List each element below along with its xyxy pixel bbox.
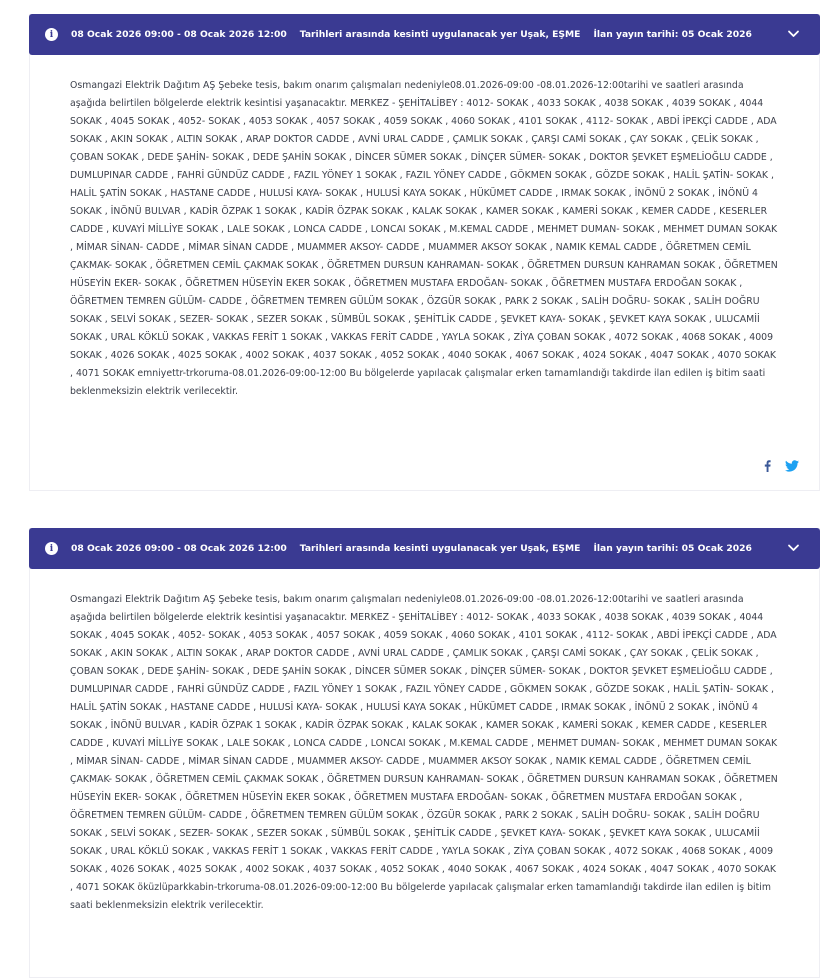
notice-header[interactable] — [29, 14, 820, 55]
notice-published-date: 05 Ocak 2026 — [681, 543, 752, 554]
notice-body: Osmangazi Elektrik Dağıtım AŞ Şebeke tesis, bakım onarım çalışmaları nedeniyle08.01.2026-09:00 -08.01.2026-12:00tarihi ve saatleri arasında aşağıda belirtilen bölgelerde elektrik kesintisi yaşanacaktır. MERKEZ - ŞEHİTALİBEY : 4012- SOKAK , 4033 SOKAK , 4038 SOKAK , 4039 SOKAK , 4044 SOKAK , 4045 SOKAK , 4052- SOKAK , 4053 SOKAK , 4057 SOKAK , 4059 SOKAK , 4060 SOKAK , 4101 SOKAK , 4112- SOKAK , ABDİ İPEKÇİ CADDE , ADA SOKAK , AKIN SOKAK , ALTIN SOKAK , ARAP DOKTOR CADDE , AVNİ URAL CADDE , ÇAMLIK SOKAK , ÇARŞI CAMİ SOKAK , ÇAY SOKAK , ÇELİK SOKAK , ÇOBAN SOKAK , DEDE ŞAHİN- SOKAK , DEDE ŞAHİN SOKAK , DİNCER SÜMER SOKAK , DİNÇER SÜMER- SOKAK , DOKTOR ŞEVKET EŞMELİOĞLU CADDE , DUMLUPINAR CADDE , FAHRİ GÜNDÜZ CADDE , FAZIL YÖNEY 1 SOKAK , FAZIL YÖNEY CADDE , GÖKMEN SOKAK , GÖZDE SOKAK , HALİL ŞATİN- SOKAK , HALİL ŞATİN SOKAK , HASTANE CADDE , HULUSİ KAYA- SOKAK , HULUSİ KAYA SOKAK , HÜKÜMET CADDE , IRMAK SOKAK , İNÖNÜ 2 SOKAK , İNÖNÜ 4 SOKAK , İNÖNÜ BULVAR , KADİR ÖZPAK 1 SOKAK , KADİR ÖZPAK SOKAK , KALAK SOKAK , KAMER SOKAK , KAMERİ SOKAK , KEMER CADDE , KESERLER CADDE , KUVAYİ MİLLİYE SOKAK , LALE SOKAK , LONCA CADDE , LONCAI SOKAK , M.KEMAL CADDE , MEHMET DUMAN- SOKAK , MEHMET DUMAN SOKAK , MİMAR SİNAN- CADDE , MİMAR SİNAN CADDE , MUAMMER AKSOY- CADDE , MUAMMER AKSOY SOKAK , NAMIK KEMAL CADDE , ÖĞRETMEN CEMİL ÇAKMAK- SOKAK , ÖĞRETMEN CEMİL ÇAKMAK SOKAK , ÖĞRETMEN DURSUN KAHRAMAN- SOKAK , ÖĞRETMEN DURSUN KAHRAMAN SOKAK , ÖĞRETMEN HÜSEYİN EKER- SOKAK , ÖĞRETMEN HÜSEYİN EKER SOKAK , ÖĞRETMEN MUSTAFA ERDOĞAN- SOKAK , ÖĞRETMEN MUSTAFA ERDOĞAN SOKAK , ÖĞRETMEN TEMREN GÜLÜM- CADDE , ÖĞRETMEN TEMREN GÜLÜM SOKAK , ÖZGÜR SOKAK , PARK 2 SOKAK , SALİH DOĞRU- SOKAK , SALİH DOĞRU SOKAK , SELVİ SOKAK , SEZER- SOKAK , SEZER SOKAK , SÜMBÜL SOKAK , ŞEHİTLİK CADDE , ŞEVKET KAYA- SOKAK , ŞEVKET KAYA SOKAK , ULUCAMİİ SOKAK , URAL KÖKLÜ SOKAK , VAKKAS FERİT 1 SOKAK , VAKKAS FERİT CADDE , YAYLA SOKAK , ZİYA ÇOBAN SOKAK , 4072 SOKAK , 4068 SOKAK , 4009 SOKAK , 4026 SOKAK , 4025 SOKAK , 4002 SOKAK , 4037 SOKAK , 4052 SOKAK , 4040 SOKAK , 4067 SOKAK , 4024 SOKAK , 4047 SOKAK , 4070 SOKAK , 4071 SOKAK emniyettr-trkoruma-08.01.2026-09:00-12:00 Bu bölgelerde yapılacak çalışmalar erken tamamlandığı takdirde ilan edilen iş bitim saati beklenmeksizin elektrik verilecektir. — [70, 80, 778, 397]
facebook-icon[interactable] — [764, 457, 771, 476]
notice-location: Uşak, EŞME — [520, 29, 581, 40]
notice-location: Uşak, EŞME — [520, 543, 581, 554]
notice-published — [593, 543, 751, 554]
notice-location-line — [300, 543, 581, 554]
info-icon: i — [45, 542, 58, 555]
notice-location-line — [300, 29, 581, 40]
twitter-icon[interactable] — [785, 457, 799, 476]
notice-location-label: Tarihleri arasında kesinti uygulanacak yer — [299, 543, 518, 554]
outage-notice-card — [29, 14, 820, 491]
notice-header[interactable] — [29, 528, 820, 569]
notice-published-label: İlan yayın tarihi: — [593, 543, 679, 554]
notice-published-date: 05 Ocak 2026 — [681, 29, 752, 40]
share-links — [764, 457, 799, 476]
outage-notice-card — [29, 528, 820, 978]
notice-published — [593, 29, 751, 40]
chevron-down-icon[interactable] — [787, 27, 800, 40]
notice-location-label: Tarihleri arasında kesinti uygulanacak yer — [299, 29, 518, 40]
notice-published-label: İlan yayın tarihi: — [593, 29, 679, 40]
notice-dates: 08 Ocak 2026 09:00 - 08 Ocak 2026 12:00 — [71, 29, 287, 40]
notice-body: Osmangazi Elektrik Dağıtım AŞ Şebeke tesis, bakım onarım çalışmaları nedeniyle08.01.2026-09:00 -08.01.2026-12:00tarihi ve saatleri arasında aşağıda belirtilen bölgelerde elektrik kesintisi yaşanacaktır. MERKEZ - ŞEHİTALİBEY : 4012- SOKAK , 4033 SOKAK , 4038 SOKAK , 4039 SOKAK , 4044 SOKAK , 4045 SOKAK , 4052- SOKAK , 4053 SOKAK , 4057 SOKAK , 4059 SOKAK , 4060 SOKAK , 4101 SOKAK , 4112- SOKAK , ABDİ İPEKÇİ CADDE , ADA SOKAK , AKIN SOKAK , ALTIN SOKAK , ARAP DOKTOR CADDE , AVNİ URAL CADDE , ÇAMLIK SOKAK , ÇARŞI CAMİ SOKAK , ÇAY SOKAK , ÇELİK SOKAK , ÇOBAN SOKAK , DEDE ŞAHİN- SOKAK , DEDE ŞAHİN SOKAK , DİNCER SÜMER SOKAK , DİNÇER SÜMER- SOKAK , DOKTOR ŞEVKET EŞMELİOĞLU CADDE , DUMLUPINAR CADDE , FAHRİ GÜNDÜZ CADDE , FAZIL YÖNEY 1 SOKAK , FAZIL YÖNEY CADDE , GÖKMEN SOKAK , GÖZDE SOKAK , HALİL ŞATİN- SOKAK , HALİL ŞATİN SOKAK , HASTANE CADDE , HULUSİ KAYA- SOKAK , HULUSİ KAYA SOKAK , HÜKÜMET CADDE , IRMAK SOKAK , İNÖNÜ 2 SOKAK , İNÖNÜ 4 SOKAK , İNÖNÜ BULVAR , KADİR ÖZPAK 1 SOKAK , KADİR ÖZPAK SOKAK , KALAK SOKAK , KAMER SOKAK , KAMERİ SOKAK , KEMER CADDE , KESERLER CADDE , KUVAYİ MİLLİYE SOKAK , LALE SOKAK , LONCA CADDE , LONCAI SOKAK , M.KEMAL CADDE , MEHMET DUMAN- SOKAK , MEHMET DUMAN SOKAK , MİMAR SİNAN- CADDE , MİMAR SİNAN CADDE , MUAMMER AKSOY- CADDE , MUAMMER AKSOY SOKAK , NAMIK KEMAL CADDE , ÖĞRETMEN CEMİL ÇAKMAK- SOKAK , ÖĞRETMEN CEMİL ÇAKMAK SOKAK , ÖĞRETMEN DURSUN KAHRAMAN- SOKAK , ÖĞRETMEN DURSUN KAHRAMAN SOKAK , ÖĞRETMEN HÜSEYİN EKER- SOKAK , ÖĞRETMEN HÜSEYİN EKER SOKAK , ÖĞRETMEN MUSTAFA ERDOĞAN- SOKAK , ÖĞRETMEN MUSTAFA ERDOĞAN SOKAK , ÖĞRETMEN TEMREN GÜLÜM- CADDE , ÖĞRETMEN TEMREN GÜLÜM SOKAK , ÖZGÜR SOKAK , PARK 2 SOKAK , SALİH DOĞRU- SOKAK , SALİH DOĞRU SOKAK , SELVİ SOKAK , SEZER- SOKAK , SEZER SOKAK , SÜMBÜL SOKAK , ŞEHİTLİK CADDE , ŞEVKET KAYA- SOKAK , ŞEVKET KAYA SOKAK , ULUCAMİİ SOKAK , URAL KÖKLÜ SOKAK , VAKKAS FERİT 1 SOKAK , VAKKAS FERİT CADDE , YAYLA SOKAK , ZİYA ÇOBAN SOKAK , 4072 SOKAK , 4068 SOKAK , 4009 SOKAK , 4026 SOKAK , 4025 SOKAK , 4002 SOKAK , 4037 SOKAK , 4052 SOKAK , 4040 SOKAK , 4067 SOKAK , 4024 SOKAK , 4047 SOKAK , 4070 SOKAK , 4071 SOKAK öküzlüparkkabin-trkoruma-08.01.2026-09:00-12:00 Bu bölgelerde yapılacak çalışmalar erken tamamlandığı takdirde ilan edilen iş bitim saati beklenmeksizin elektrik verilecektir. — [70, 594, 778, 911]
chevron-down-icon[interactable] — [787, 541, 800, 554]
notice-dates: 08 Ocak 2026 09:00 - 08 Ocak 2026 12:00 — [71, 543, 287, 554]
info-icon: i — [45, 28, 58, 41]
